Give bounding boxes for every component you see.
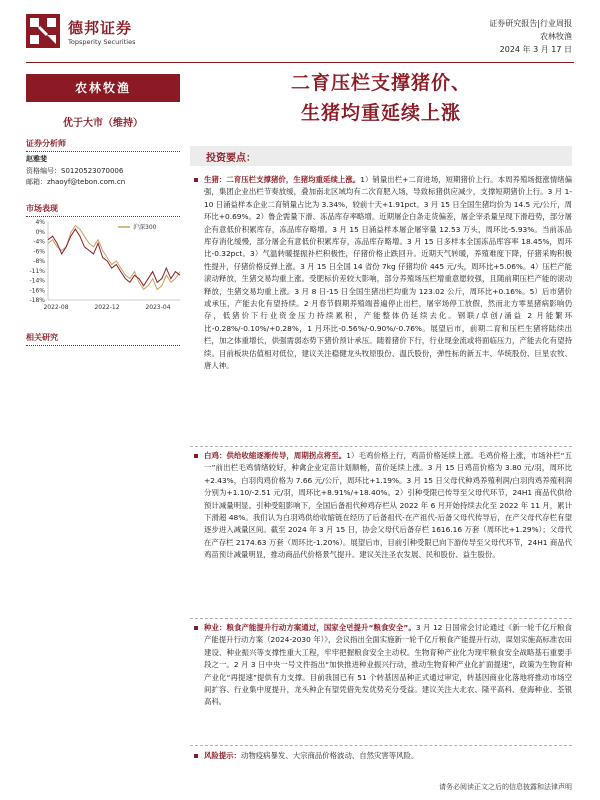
para-broiler bbox=[194, 450, 572, 562]
header-divider bbox=[26, 62, 574, 63]
divider bbox=[190, 745, 572, 746]
y-tick-label: 4% bbox=[35, 219, 45, 226]
analyst-email: 邮箱：zhaoyf@tebon.com.cn bbox=[26, 178, 126, 186]
bullet-icon bbox=[194, 626, 198, 630]
analyst-info bbox=[26, 154, 125, 189]
legend-label: 沪深300 bbox=[133, 224, 157, 231]
x-tick-label: 2022-08 bbox=[43, 304, 69, 311]
divider bbox=[190, 446, 572, 447]
report-date: 2024 年 3 月 17 日 bbox=[499, 45, 572, 54]
y-tick-label: -6% bbox=[33, 248, 45, 256]
y-tick-label: -16% bbox=[29, 287, 45, 295]
market-chart-svg bbox=[26, 216, 186, 316]
para-broiler-lead: 白鸡：供给收缩逐渐传导，周期拐点将至。 bbox=[204, 451, 347, 460]
para-risk bbox=[194, 750, 572, 762]
market-heading: 市场表现 bbox=[26, 203, 180, 217]
para-broiler-text: 1）毛鸡价格上行，鸡苗价格延续上涨。毛鸡价格上涨，市场补栏“五一”前出栏毛鸡情绪较好，种禽企业定苗计划顺畅，苗价延续上涨。3 月 15 日鸡苗价格为 3.80 元/羽，周环比+2.43%，白羽肉鸡价格为 7.66 元/公斤，周环比+1.19%。3 月 15 日父母代种鸡养殖利润/白羽肉鸡养殖利润分别为+1.10/-2.51 元/羽，周环比+8.91%/+18.40%。2）引种受限已传导至父母代环节，24H1 商品代供给预计减量明显。引种受阻影响下，全国后备祖代种鸡存栏从 2022 年 6 月开始持续去化至 2022 年 11 月，累计下滑超 48%。我们认为白羽鸡供给收缩链在经历了后备祖代-在产祖代-后备父母代传导后，在产父母代存栏有望逐步进入减量区间。截至 2024 年 3 月 15 日，协会父母代后备存栏 1616.16 万套（周环比+1.29%）；父母代在产存栏 2174.63 万套（周环比-1.20%）。展望后市，目前引种受限已向下游传导至父母代环节，24H1 商品代鸡苗预计减量明显，推动商品代价格景气提升。建议关注圣农发展、民和股份、益生股份。 bbox=[204, 451, 572, 560]
logo-cn-text: 德邦证券 bbox=[68, 19, 133, 37]
report-meta bbox=[489, 17, 572, 56]
report-type: 证券研究报告|行业周报 bbox=[489, 19, 572, 28]
para-seed-lead: 种业：粮食产能提升行动方案通过，国家全면提升“粮食安全”。 bbox=[204, 623, 416, 632]
logo-en-text: Topsperity Securities bbox=[68, 38, 136, 46]
report-sector: 农林牧渔 bbox=[540, 32, 572, 41]
x-tick-label: 2023-04 bbox=[145, 304, 171, 311]
para-hog-lead: 生猪：二育压栏支撑猪价，生猪均重延续上涨。 bbox=[204, 175, 361, 184]
y-tick-label: -14% bbox=[29, 277, 45, 285]
legal-footer: 请务必阅读正文之后的信息披露和法律声明 bbox=[439, 783, 572, 791]
para-risk-lead: 风险提示： bbox=[204, 751, 241, 760]
y-tick-label: -18% bbox=[29, 297, 45, 304]
divider bbox=[190, 618, 572, 619]
rating-label: 优于大市（维持） bbox=[63, 118, 143, 129]
logo-icon bbox=[26, 14, 60, 48]
para-hog-text: 1）销量出栏+二育进场，短期猪价上行。本周养殖场挺涨情绪偏强，集团企业出栏节奏放缓，叠加南北区域均有二次育肥入场，导致标猪供应减少，支撑短期猪价上行。3 月 1-10 日涌益样本企业二育销量占比为 3.34%，较前十天+1.91pct。3 月 15 日全国生猪均价为 14.5 元/公斤，周环比+0.69%。2）鲁企需量下滑、冻品库存率略增。近期屠企白条走货偏差，屠企宰杀量呈现下滑趋势，部分屠企有意低价积累库存，冻品库存略增。3 月 15 日涌益样本屠企屠宰量 12.53 万头，周环比-5.93%。当前冻品库存消化缓慢，部分屠企有意低价积累库存，冻品库存略增。3 月 15 日多样本全国冻品库容率 18.45%，周环比-0.32pct。3）气温转暖提振补栏积极性，仔猪价格止跌回升。近期天气转暖，养殖难度下降，仔猪采购积极性提升，仔猪价格反弹上涨。3 月 15 日全国 14 省份 7kg 仔猪均价 445 元/头，周环比+5.06%。4）压栏产能滚动释放，生猪交易均重上涨。受肥标价差较大影响，部分养殖场压栏增重意愿较强，且随前期压栏产能的滚动释放，生猪交易均重上涨。3 月 8 日-15 日全国生猪出栏均重为 123.02 公斤，周环比+0.16%。5）后市猪价或承压，产能去化有望持续。2 月春节假期养殖端普遍停止出栏，屠宰场停工放假，然而北方零星猪病影响仍存，低猪价下行业资金压力持续累积，产能整体仍延续去化。钢联/卓创/涌益 2 月能繁环比-0.28%/-0.10%/+0.28%，1 月环比-0.56%/-0.90%/-0.76%。展望后市，前期二育和压栏生猪将陆续出栏，加之体重增长，供强需弱态势下猪价预计承压。随着猪价下行，行业现金流或将面临压力，产能去化有望持续。目前板块估值相对低位，建议关注稳健龙头牧原股份、温氏股份，弹性标的新五丰、华统股份、巨星农牧、唐人神。 bbox=[204, 175, 572, 371]
y-tick-label: -4% bbox=[33, 238, 45, 246]
bullet-icon bbox=[194, 754, 198, 758]
x-tick-label: 2022-12 bbox=[94, 304, 120, 311]
bullet-icon bbox=[194, 454, 198, 458]
analyst-heading: 证券分析师 bbox=[26, 138, 180, 152]
report-title bbox=[190, 68, 572, 144]
title-line-2: 生猪均重延续上涨 bbox=[300, 102, 461, 124]
analyst-cert: 资格编号：S0120523070006 bbox=[26, 166, 124, 175]
analyst-name: 赵雅斐 bbox=[26, 155, 47, 163]
para-seed bbox=[194, 622, 572, 709]
y-tick-label: -8% bbox=[33, 258, 45, 265]
series-line-1 bbox=[48, 229, 180, 286]
related-heading: 相关研究 bbox=[26, 332, 180, 346]
key-points-heading: 投资要点： bbox=[206, 153, 256, 164]
sector-label: 农林牧渔 bbox=[26, 74, 180, 102]
para-risk-text: 动物疫病暴发、大宗商品价格波动、自然灾害等风险。 bbox=[240, 751, 419, 760]
title-line-1: 二育压栏支撑猪价、 bbox=[290, 72, 471, 94]
para-seed-text: 3 月 12 日国常会讨论通过《新一轮千亿斤粮食产能提升行动方案（2024-2030 年）》，会议指出全面实施新一轮千亿斤粮食产能提升行动，谋划实施高标准农田建设、种业振兴等支撑性重大工程，牢牢把握粮食安全主动权。生物育种产业化为现牢粮食安全战略基石重要手段之一。2 月 3 日中央一号文件指出“加快推进种业振兴行动，推动生物育种产业化扩面提速”，政策为生物育种产业化“再提速”提供有力支撑。目前我国已有 51 个转基因品种正式通过审定，转基因商业化落地将推动市场空间扩容、行业集中度提升，龙头种企有望凭借先发优势充分受益。建议关注大北农、隆平高科、登海种业、荃银高科。 bbox=[204, 623, 573, 707]
y-tick-label: 0% bbox=[35, 228, 45, 236]
para-hog bbox=[194, 174, 572, 373]
bullet-icon bbox=[194, 178, 198, 182]
market-chart bbox=[26, 216, 186, 316]
y-tick-label: -11% bbox=[29, 267, 45, 275]
company-logo bbox=[26, 14, 156, 52]
